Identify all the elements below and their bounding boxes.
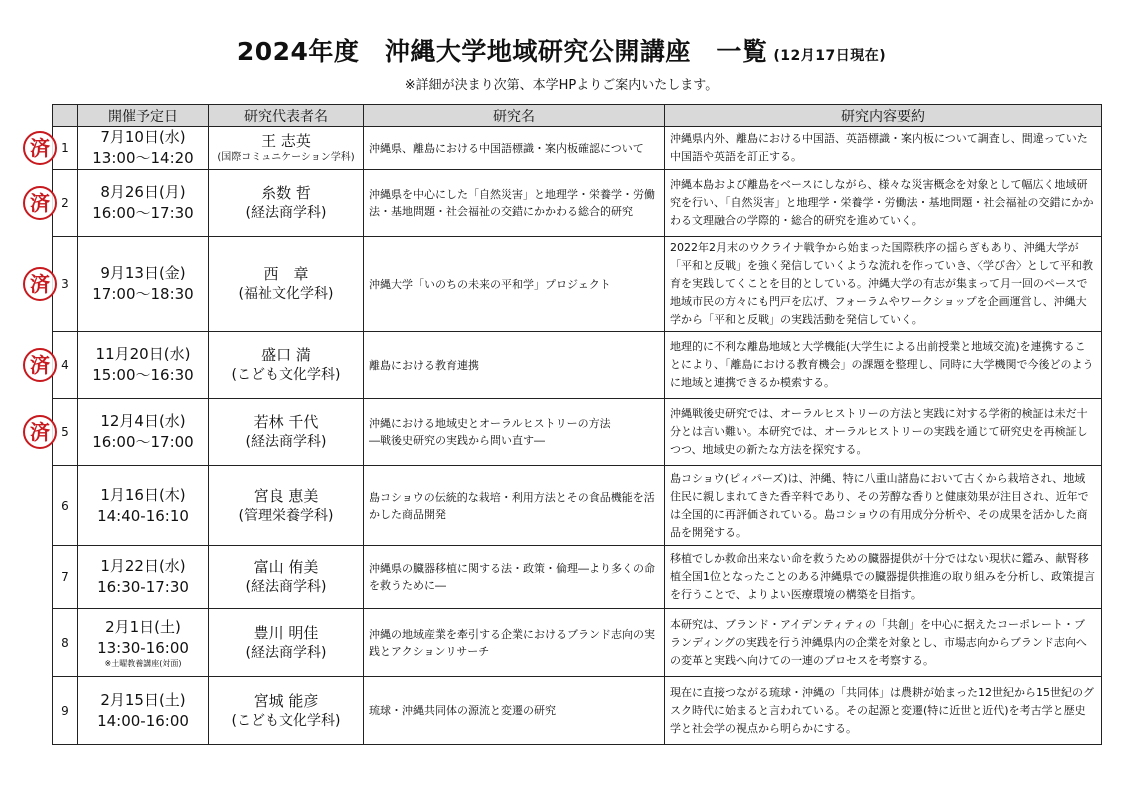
event-time: 13:00～14:20 [92,149,194,167]
representative-dept: (経法商学科) [245,434,327,450]
representative-cell [209,399,364,466]
event-date: 2月15日(土) [100,690,186,709]
table-row [53,127,1102,170]
completed-stamp: 済 [23,415,57,449]
row-number: 3 [53,237,78,332]
research-summary: 島コショウ(ピィパーズ)は、沖縄、特に八重山諸島において古くから栽培され、地域住民に親しまれてきた香辛料であり、その芳醇な香りと健康効果が注目され、近年では全国的に再評価されている。島コショウの有用成分分析や、その成果を活かした商品を開発する。 [665,466,1102,546]
representative-cell [209,332,364,399]
research-summary: 本研究は、ブランド・アイデンティティの「共創」を中心に据えたコーポレート・ブランディングの実践を行う沖縄県内の企業を対象とし、市場志向からブランド志向への変革と実践へ向けての一連のプロセスを考察する。 [665,609,1102,677]
table-row [53,399,1102,466]
representative-dept: (国際コミュニケーション学科) [217,152,355,163]
representative-cell [209,466,364,546]
table-row [53,677,1102,745]
research-title [364,127,665,170]
research-summary: 移植でしか救命出来ない命を救うための臓器提供が十分ではない現状に鑑み、献腎移植全国1位となったことのある沖縄県での臓器提供推進の取り組みを分析し、政策提言を行うことで、よりよい医療環境の構築を目指す。 [665,546,1102,609]
header-date: 開催予定日 [78,105,209,127]
research-summary: 沖縄県内外、離島における中国語、英語標識・案内板について調査し、間違っていた中国語や英語を訂正する。 [665,127,1102,170]
title-text: 2024年度 沖縄大学地域研究公開講座 一覧 [236,37,768,66]
research-title-line: 沖縄の地域産業を牽引する企業におけるブランド志向の実践とアクションリサーチ [369,627,655,658]
row-number: 5 [53,399,78,466]
date-cell [78,546,209,609]
representative-cell [209,127,364,170]
representative-dept: (管理栄養学科) [238,507,334,524]
as-of-date: (12月17日現在) [773,48,887,64]
research-title-line: 沖縄大学「いのちの未来の平和学」プロジェクト [369,277,611,291]
row-number: 8 [53,609,78,677]
research-title-line: 離島における教育連携 [369,358,479,372]
event-date: 1月22日(水) [100,557,186,575]
representative-dept: (福祉文化学科) [238,286,334,302]
representative-dept: (こども文化学科) [231,367,341,383]
table-row [53,170,1102,237]
research-title [364,332,665,399]
row-number: 7 [53,546,78,609]
representative-name: 豊川 明佳 [253,623,319,642]
event-time: 16:30-17:30 [97,578,189,596]
research-title [364,609,665,677]
date-cell [78,399,209,466]
event-date: 9月13日(金) [100,264,186,282]
research-title-line: 沖縄県の臓器移植に関する法・政策・倫理―より多くの命を救うために― [369,562,655,592]
representative-name: 盛口 満 [261,346,311,364]
event-date: 1月16日(木) [100,485,186,504]
table-body [53,127,1102,745]
completed-stamp: 済 [23,348,57,382]
event-date: 7月10日(水) [100,128,186,146]
date-cell [78,677,209,745]
header-no [53,105,78,127]
representative-cell [209,546,364,609]
research-summary: 沖縄戦後史研究では、オーラルヒストリーの方法と実践に対する学術的検証は未だ十分とは言い難い。本研究では、オーラルヒストリーの実践を通じて研究史を再検証しつつ、地域史の新たな方法を探究する。 [665,399,1102,466]
representative-cell [209,609,364,677]
representative-name: 宮城 能彦 [253,691,319,710]
row-number: 4 [53,332,78,399]
research-title-line: 島コショウの伝統的な栽培・利用方法とその食品機能を活かした商品開発 [369,490,655,521]
research-title [364,237,665,332]
representative-dept: (経法商学科) [245,579,327,595]
representative-name: 富山 侑美 [253,558,319,576]
page-title [0,32,1123,68]
research-summary: 沖縄本島および離島をベースにしながら、様々な災害概念を対象として幅広く地域研究を行い、「自然災害」と地理学・栄養学・労働法・基地問題・社会福祉の交錯にかかわる文理融合の学際的・総合的研究を進めていく。 [665,170,1102,237]
lecture-table [52,104,1102,745]
table-row [53,609,1102,677]
representative-name: 宮良 恵美 [253,486,319,505]
event-time: 16:00～17:00 [92,433,194,451]
representative-name: 王 志英 [261,132,311,150]
research-title-line: 琉球・沖縄共同体の源流と変遷の研究 [369,704,556,717]
event-time: 13:30-16:00 [97,638,189,657]
representative-cell [209,237,364,332]
completed-stamp: 済 [23,131,57,165]
event-time: 14:00-16:00 [97,711,189,730]
representative-cell [209,677,364,745]
event-time: 16:00～17:30 [92,204,194,222]
representative-name: 糸数 哲 [261,184,311,202]
date-cell [78,332,209,399]
header-summary: 研究内容要約 [665,105,1102,127]
representative-name: 若林 千代 [253,413,319,431]
table-header-row [53,105,1102,127]
representative-name: 西 章 [263,265,309,283]
date-cell [78,170,209,237]
representative-cell [209,170,364,237]
research-summary: 2022年2月末のウクライナ戦争から始まった国際秩序の揺らぎもあり、沖縄大学が「平和と反戦」を強く発信していくような流れを作っていき、〈学び舎〉として平和教育を実践してくことを目的としている。沖縄大学の有志が集まって月一回のペースで地域市民の方々にも門戸を広げ、フォーラムやワークショップを企画運営し、沖縄大学から「平和と反戦」の実践活動を発信していく。 [665,237,1102,332]
page-subtitle: ※詳細が決まり次第、本学HPよりご案内いたします。 [404,78,719,93]
research-title [364,170,665,237]
row-number: 6 [53,466,78,546]
table-row [53,546,1102,609]
header-rep: 研究代表者名 [209,105,364,127]
research-title-line: 沖縄県、離島における中国語標識・案内板確認について [369,141,644,155]
event-date: 12月4日(水) [100,412,186,430]
research-summary: 現在に直接つながる琉球・沖縄の「共同体」は農耕が始まった12世紀から15世紀のグスク時代に始まると言われている。その起源と変遷(特に近世と近代)を考古学と歴史学と社会学の視点から明らかにする。 [665,677,1102,745]
event-date: 2月1日(土) [105,617,181,636]
table-row [53,237,1102,332]
date-cell [78,237,209,332]
event-time: 14:40-16:10 [97,506,189,525]
research-title-line: 沖縄県を中心にした「自然災害」と地理学・栄養学・労働法・基地問題・社会福祉の交錯にかかわる総合的研究 [369,188,655,218]
event-time: 15:00～16:30 [92,366,194,384]
completed-stamp: 済 [23,267,57,301]
representative-dept: (経法商学科) [245,644,327,661]
table-row [53,466,1102,546]
representative-dept: (経法商学科) [245,205,327,221]
research-title-line: ―戦後史研究の実践から問い直す― [369,434,545,447]
event-time: 17:00～18:30 [92,285,194,303]
research-title [364,399,665,466]
research-summary: 地理的に不利な離島地域と大学機能(大学生による出前授業と地域交流)を連携することにより、「離島における教育機会」の課題を整理し、同時に大学機関で今後どのように地域と連携できるか模索する。 [665,332,1102,399]
research-title [364,466,665,546]
research-title-line: 沖縄における地域史とオーラルヒストリーの方法 [369,417,611,430]
row-number: 1 [53,127,78,170]
research-title [364,677,665,745]
date-cell [78,466,209,546]
research-title [364,546,665,609]
event-note: ※土曜教養講座(対面) [104,658,182,668]
event-date: 11月20日(水) [95,345,191,363]
completed-stamp: 済 [23,186,57,220]
representative-dept: (こども文化学科) [231,712,341,729]
row-number: 9 [53,677,78,745]
row-number: 2 [53,170,78,237]
date-cell [78,609,209,677]
table-row [53,332,1102,399]
date-cell [78,127,209,170]
header-topic: 研究名 [364,105,665,127]
event-date: 8月26日(月) [100,183,186,201]
